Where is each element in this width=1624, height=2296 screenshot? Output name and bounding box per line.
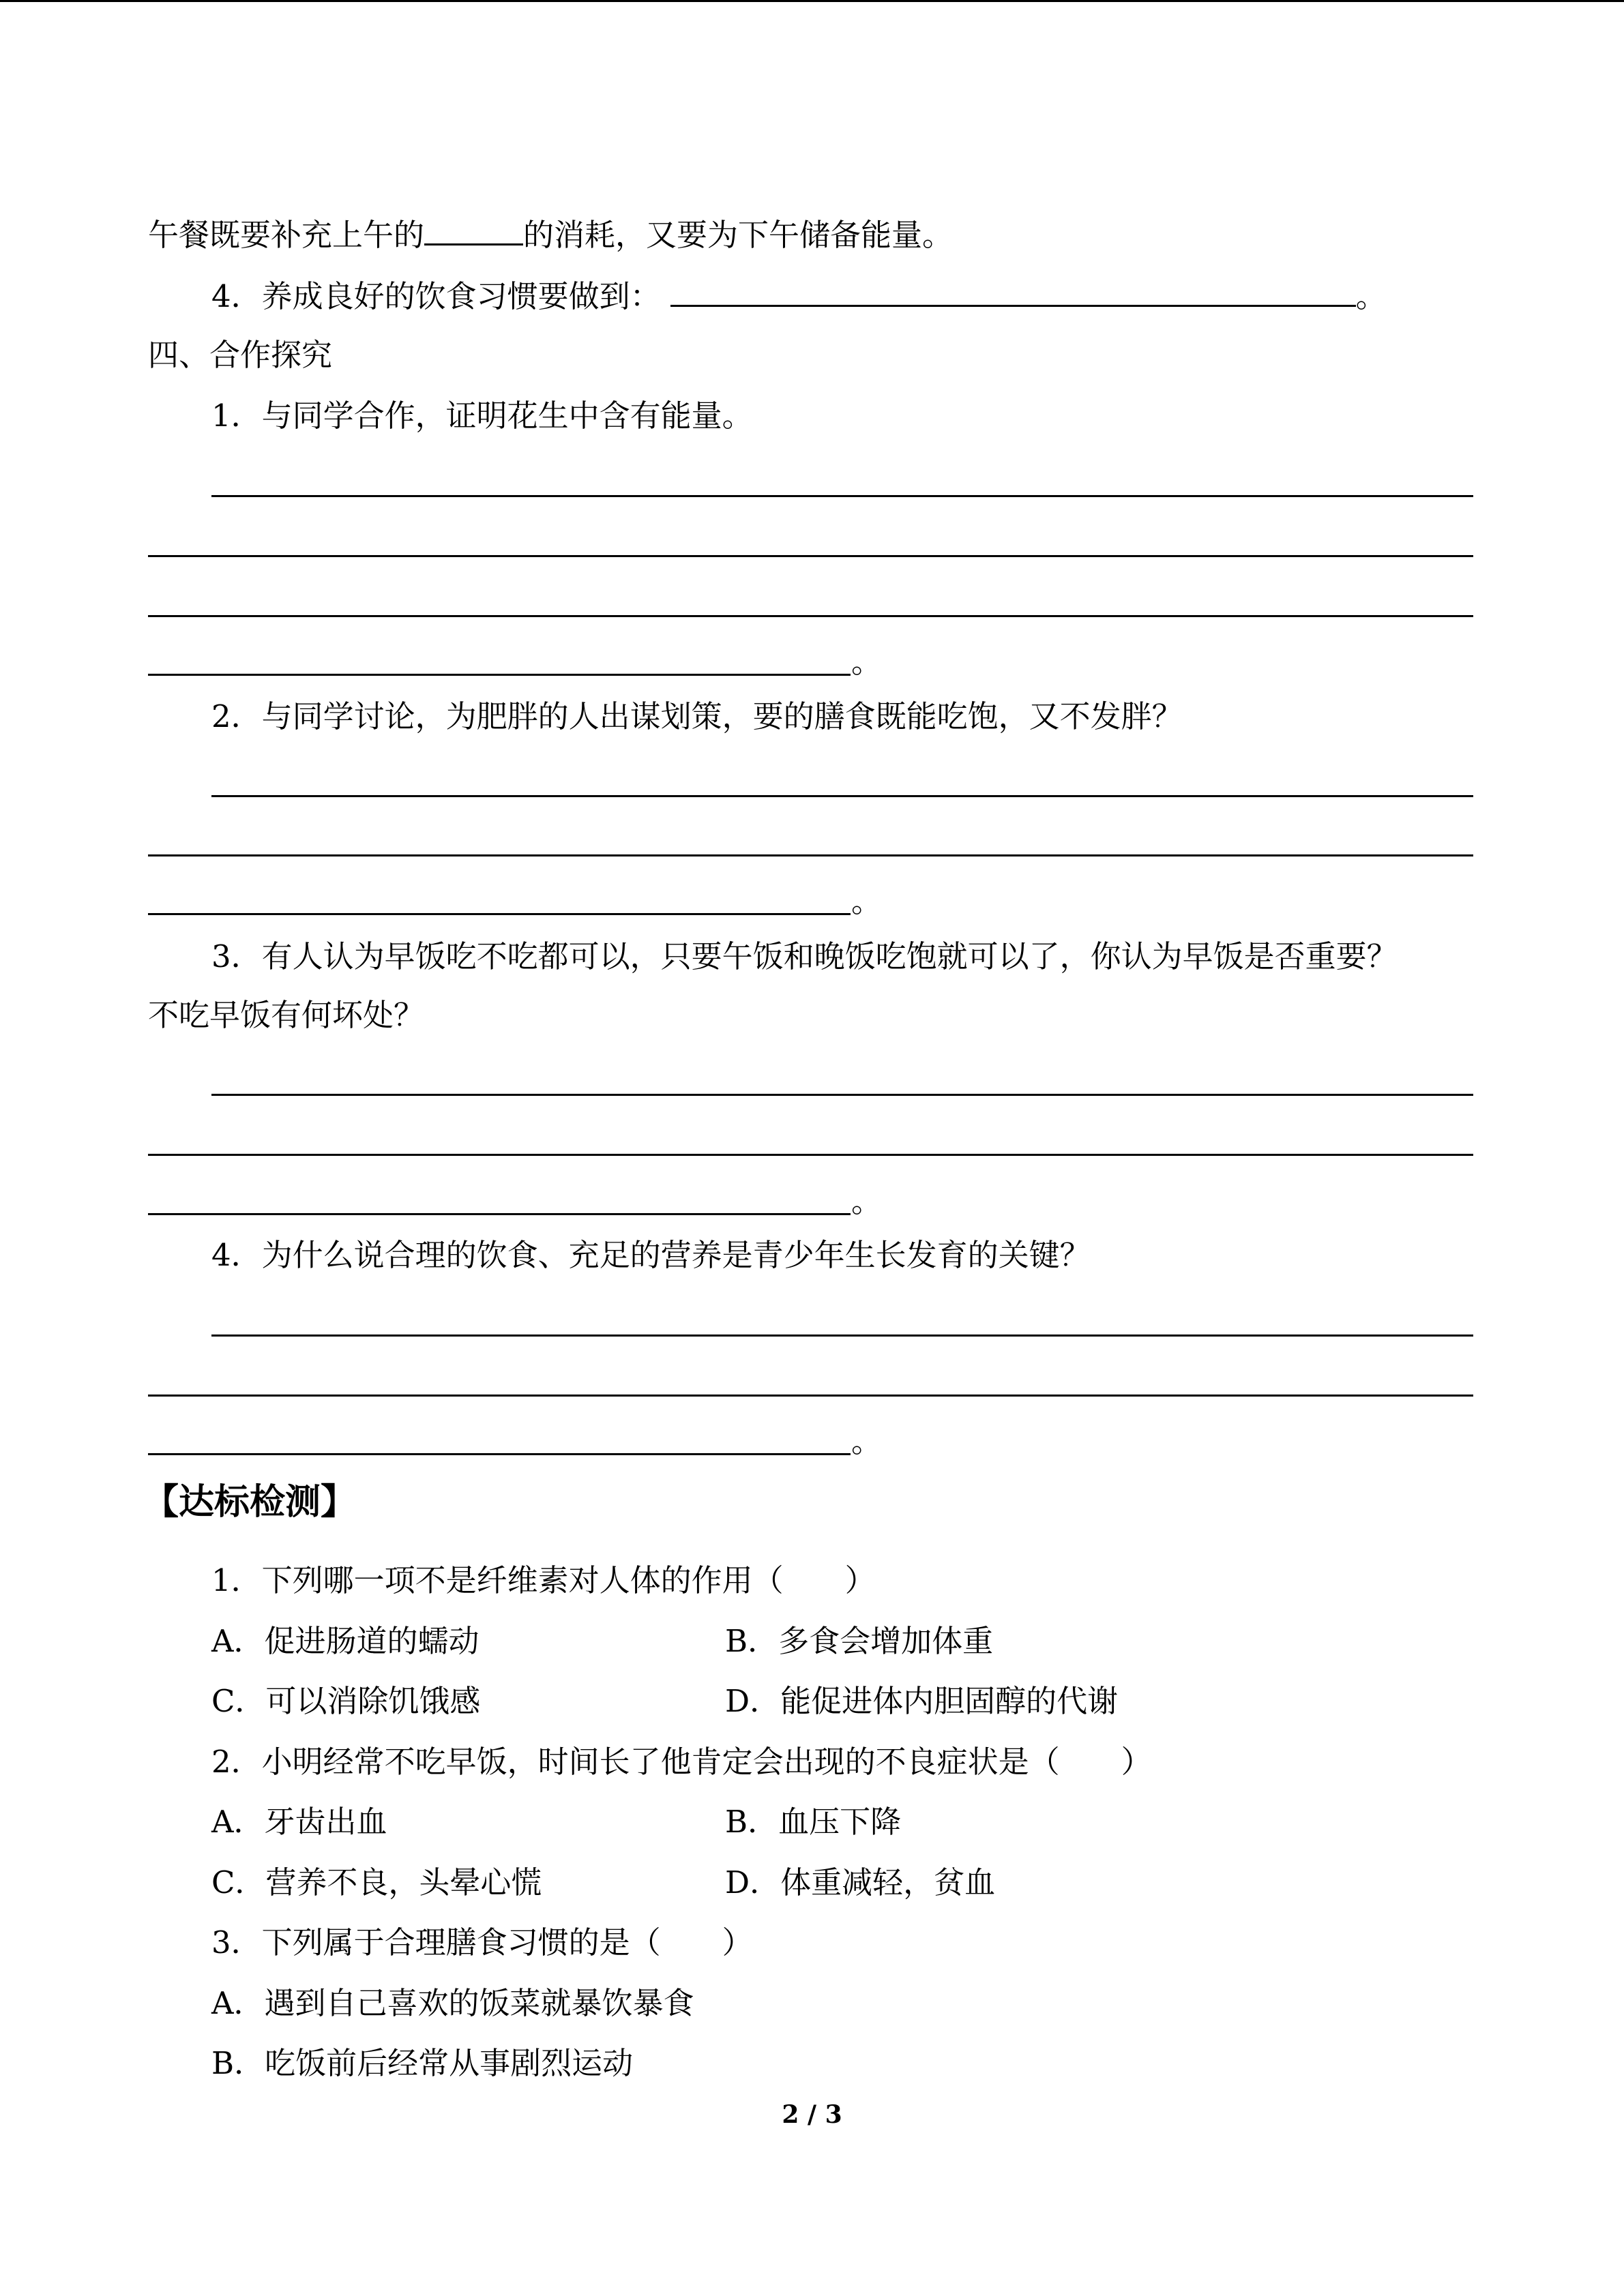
answer-line[interactable]: [148, 1154, 1473, 1156]
answer-line[interactable]: [148, 555, 1473, 557]
test-q1-option-c[interactable]: C．可以消除饥饿感: [211, 1683, 481, 1719]
test-q2-option-d[interactable]: D．体重减轻，贫血: [725, 1864, 996, 1900]
answer-line[interactable]: [211, 1094, 1473, 1096]
fill-q4: [211, 275, 1387, 318]
answer-line-short[interactable]: [148, 1453, 851, 1455]
answer-line-short[interactable]: [148, 1213, 851, 1215]
answer-line[interactable]: [148, 615, 1473, 617]
page-number: 2 / 3: [782, 2100, 842, 2129]
answer-line-short[interactable]: [148, 674, 851, 676]
inquiry-q3-line1: 3．有人认为早饭吃不吃都可以，只要午饭和晚饭吃饱就可以了，你认为早饭是否重要？: [211, 938, 1398, 974]
answer-period: 。: [851, 644, 883, 680]
answer-line[interactable]: [148, 854, 1473, 856]
answer-period: 。: [851, 1183, 883, 1219]
test-q2: 2．小明经常不吃早饭，时间长了他肯定会出现的不良症状是（ ）: [211, 1744, 1152, 1780]
test-q3: 3．下列属于合理膳食习惯的是（ ）: [211, 1924, 753, 1960]
fill-q4-period: 。: [1355, 278, 1387, 314]
test-q3-option-b[interactable]: B．吃饭前后经常从事剧烈运动: [211, 2045, 634, 2081]
fill-q3-continuation: [148, 213, 953, 256]
inquiry-q4: 4．为什么说合理的饮食、充足的营养是青少年生长发育的关键？: [211, 1237, 1091, 1273]
test-q1-option-d[interactable]: D．能促进体内胆固醇的代谢: [725, 1683, 1119, 1719]
answer-line[interactable]: [211, 495, 1473, 497]
inquiry-q1: 1．与同学合作，证明花生中含有能量。: [211, 398, 753, 434]
answer-line[interactable]: [211, 795, 1473, 797]
page-top-border: [0, 0, 1624, 2]
test-q1-option-a[interactable]: A．促进肠道的蠕动: [211, 1623, 479, 1659]
section-title-cooperative-inquiry: 四、合作探究: [148, 337, 333, 373]
fill-q3-blank[interactable]: [424, 213, 523, 245]
test-q2-option-b[interactable]: B．血压下降: [725, 1804, 902, 1840]
fill-q4-label: 4．养成良好的饮食习惯要做到：: [211, 278, 661, 314]
fill-q3-text-a: 午餐既要补充上午的: [148, 217, 425, 253]
section-title-assessment: 【达标检测】: [143, 1482, 357, 1523]
answer-line-short[interactable]: [148, 913, 851, 915]
answer-period: 。: [851, 883, 883, 919]
test-q3-option-a[interactable]: A．遇到自己喜欢的饭菜就暴饮暴食: [211, 1985, 694, 2021]
inquiry-q3-line2: 不吃早饭有何坏处？: [148, 997, 425, 1033]
answer-line[interactable]: [211, 1335, 1473, 1337]
fill-q4-blank[interactable]: [670, 275, 1356, 307]
test-q2-option-a[interactable]: A．牙齿出血: [211, 1804, 387, 1840]
test-q2-option-c[interactable]: C．营养不良，头晕心慌: [211, 1864, 542, 1900]
test-q1-option-b[interactable]: B．多食会增加体重: [725, 1623, 994, 1659]
answer-period: 。: [851, 1423, 883, 1459]
fill-q3-text-b: 的消耗，又要为下午储备能量。: [523, 217, 954, 253]
answer-line[interactable]: [148, 1395, 1473, 1397]
test-q1: 1．下列哪一项不是纤维素对人体的作用（ ）: [211, 1562, 876, 1598]
inquiry-q2: 2．与同学讨论，为肥胖的人出谋划策，要的膳食既能吃饱，又不发胖？: [211, 698, 1183, 734]
